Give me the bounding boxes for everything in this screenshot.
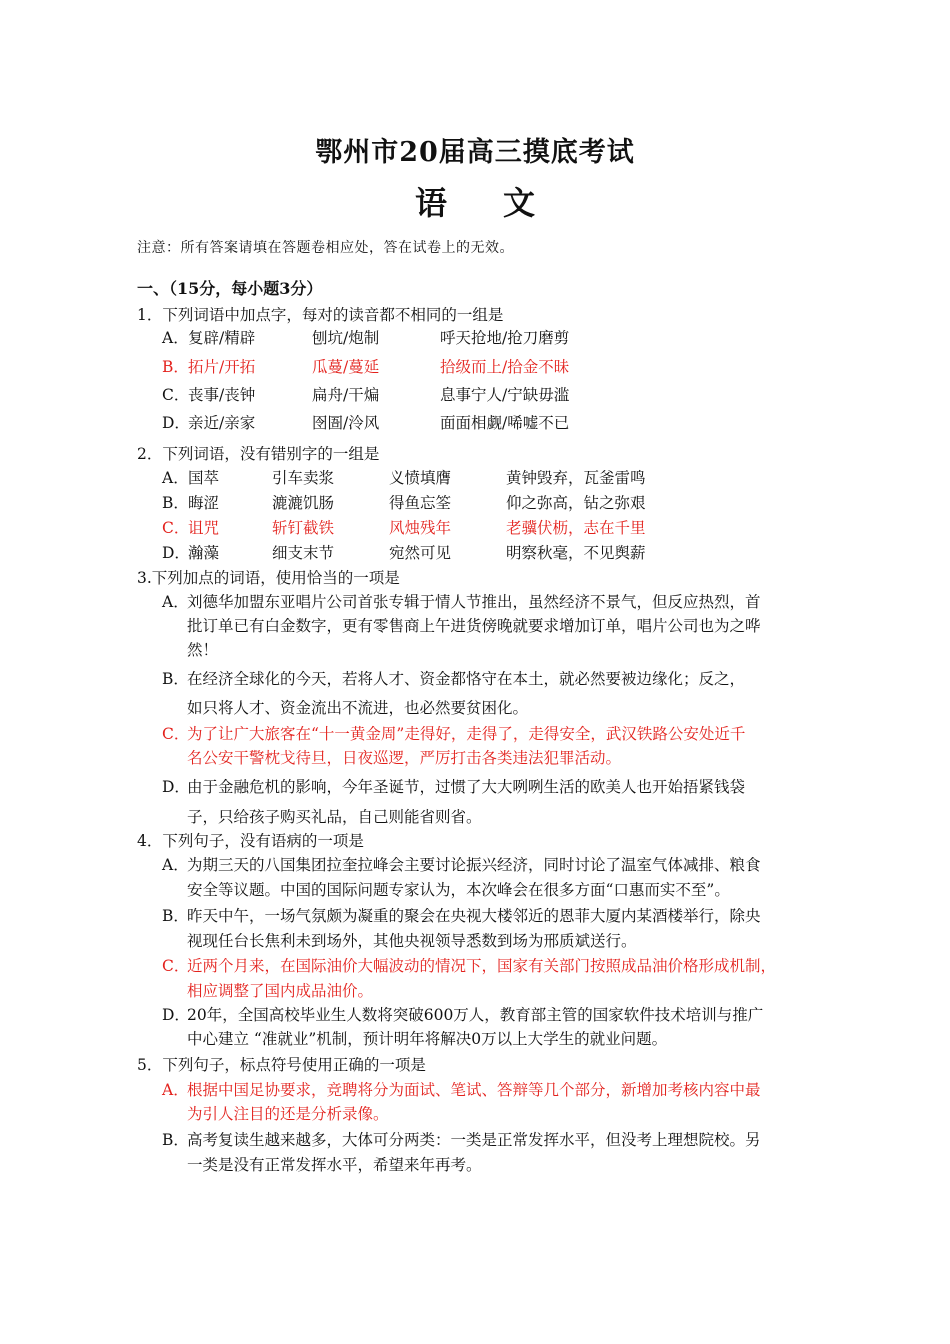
option-text-line: 根据中国足协要求，竞聘将分为面试、笔试、答辩等几个部分，新增加考核内容中最 (187, 1081, 761, 1099)
option-cell: 宛然可见 (389, 544, 452, 562)
option-cell: 囹圄/泠风 (312, 414, 380, 432)
option-cell: 晦涩 (188, 494, 220, 512)
option-text-line: 子，只给孩子购买礼品，自己则能省则省。 (187, 808, 482, 826)
option-text-line: 高考复读生越来越多，大体可分两类：一类是正常发挥水平，但没考上理想院校。另 (187, 1131, 761, 1149)
option-text-line: 中心建立 “准就业”机制，预计明年将解决0万以上大学生的就业问题。 (187, 1030, 668, 1048)
option-cell: 黄钟毁弃，瓦釜雷鸣 (506, 469, 646, 487)
option-cell: 仰之弥高，钻之弥艰 (506, 494, 646, 512)
option-text-line: 相应调整了国内成品油价。 (187, 982, 374, 1000)
question-5-stem: 5．下列句子，标点符号使用正确的一项是 (137, 1056, 426, 1074)
option-cell: 丧事/丧钟 (188, 386, 256, 404)
option-cell: 复辟/精辟 (188, 329, 256, 347)
option-cell: 息事宁人/宁缺毋滥 (440, 386, 570, 404)
option-cell: 刨坑/炮制 (312, 329, 380, 347)
option-label: B． (162, 907, 189, 925)
option-label: A． (162, 329, 189, 347)
option-label: D． (162, 544, 190, 562)
section-heading: 一、（15分，每小题3分） (137, 279, 323, 298)
subject-char-1: 语 (414, 184, 447, 222)
option-text-line: 然！ (187, 641, 219, 659)
option-label: A． (162, 593, 189, 611)
option-label: C． (162, 519, 190, 537)
question-3-stem: 3.下列加点的词语，使用恰当的一项是 (137, 569, 400, 587)
option-label: B． (162, 1131, 189, 1149)
option-label: D． (162, 414, 190, 432)
option-cell: 诅咒 (188, 519, 220, 537)
option-cell: 呼天抢地/抢刀磨剪 (440, 329, 570, 347)
option-text-line: 为了让广大旅客在“十一黄金周”走得好，走得了，走得安全，武汉铁路公安处近千 (187, 725, 746, 743)
option-text-line: 一类是没有正常发挥水平，希望来年再考。 (187, 1156, 482, 1174)
option-cell: 细支末节 (272, 544, 335, 562)
question-4-stem: 4．下列句子，没有语病的一项是 (137, 832, 364, 850)
option-cell: 漉漉饥肠 (272, 494, 335, 512)
exam-notice: 注意：所有答案请填在答题卷相应处，答在试卷上的无效。 (137, 240, 514, 256)
option-label: D． (162, 1006, 190, 1024)
option-cell: 明察秋毫，不见舆薪 (506, 544, 646, 562)
question-2-stem: 2．下列词语，没有错别字的一组是 (137, 445, 380, 463)
option-cell: 瀚藻 (188, 544, 220, 562)
option-label: B． (162, 494, 189, 512)
option-label: D． (162, 778, 190, 796)
option-label: A． (162, 856, 189, 874)
option-cell: 得鱼忘筌 (389, 494, 452, 512)
option-text-line: 为期三天的八国集团拉奎拉峰会主要讨论振兴经济，同时讨论了温室气体减排、粮食 (187, 856, 761, 874)
subject-title (0, 178, 950, 224)
subject-char-2: 文 (503, 184, 536, 222)
option-cell: 瓜蔓/蔓延 (312, 358, 380, 376)
option-text-line: 如只将人才、资金流出不流进，也必然要贫困化。 (187, 699, 529, 717)
option-text-line: 20年，全国高校毕业生人数将突破600万人，教育部主管的国家软件技术培训与推广 (187, 1006, 764, 1024)
option-cell: 面面相觑/唏嘘不已 (440, 414, 570, 432)
option-label: C． (162, 725, 190, 743)
option-cell: 老骥伏枥，志在千里 (506, 519, 646, 537)
option-text-line: 近两个月来，在国际油价大幅波动的情况下，国家有关部门按照成品油价格形成机制， (187, 957, 777, 975)
option-text-line: 名公安干警枕戈待旦，日夜巡逻，严厉打击各类违法犯罪活动。 (187, 749, 622, 767)
option-cell: 义愤填膺 (389, 469, 452, 487)
option-label: C． (162, 386, 190, 404)
option-label: B． (162, 670, 189, 688)
option-cell: 风烛残年 (389, 519, 452, 537)
exam-title: 鄂州市20届高三摸底考试 (315, 137, 635, 168)
option-text-line: 由于金融危机的影响，今年圣诞节，过惯了大大咧咧生活的欧美人也开始捂紧钱袋 (187, 778, 746, 796)
option-cell: 扁舟/干煸 (312, 386, 380, 404)
option-cell: 斩钉截铁 (272, 519, 335, 537)
option-text-line: 批订单已有白金数字，更有零售商上午进货傍晚就要求增加订单，唱片公司也为之哗 (187, 617, 761, 635)
question-1-stem: 1．下列词语中加点字，每对的读音都不相同的一组是 (137, 306, 504, 324)
option-text-line: 在经济全球化的今天，若将人才、资金都恪守在本土，就必然要被边缘化；反之， (187, 670, 746, 688)
option-cell: 拾级而上/拾金不昧 (440, 358, 570, 376)
option-text-line: 视现任台长焦利未到场外，其他央视领导悉数到场为邢质斌送行。 (187, 932, 637, 950)
option-label: A． (162, 469, 189, 487)
option-text-line: 安全等议题。中国的国际问题专家认为，本次峰会在很多方面“口惠而实不至”。 (187, 881, 730, 899)
option-text-line: 刘德华加盟东亚唱片公司首张专辑于情人节推出，虽然经济不景气，但反应热烈，首 (187, 593, 761, 611)
option-cell: 引车卖浆 (272, 469, 335, 487)
option-cell: 国萃 (188, 469, 220, 487)
option-label: C． (162, 957, 190, 975)
option-text-line: 为引人注目的还是分析录像。 (187, 1105, 389, 1123)
option-text-line: 昨天中午，一场气氛颇为凝重的聚会在央视大楼邻近的恩菲大厦内某酒楼举行，除央 (187, 907, 761, 925)
option-cell: 拓片/开拓 (188, 358, 256, 376)
option-cell: 亲近/亲家 (188, 414, 256, 432)
option-label: A． (162, 1081, 189, 1099)
option-label: B． (162, 358, 189, 376)
